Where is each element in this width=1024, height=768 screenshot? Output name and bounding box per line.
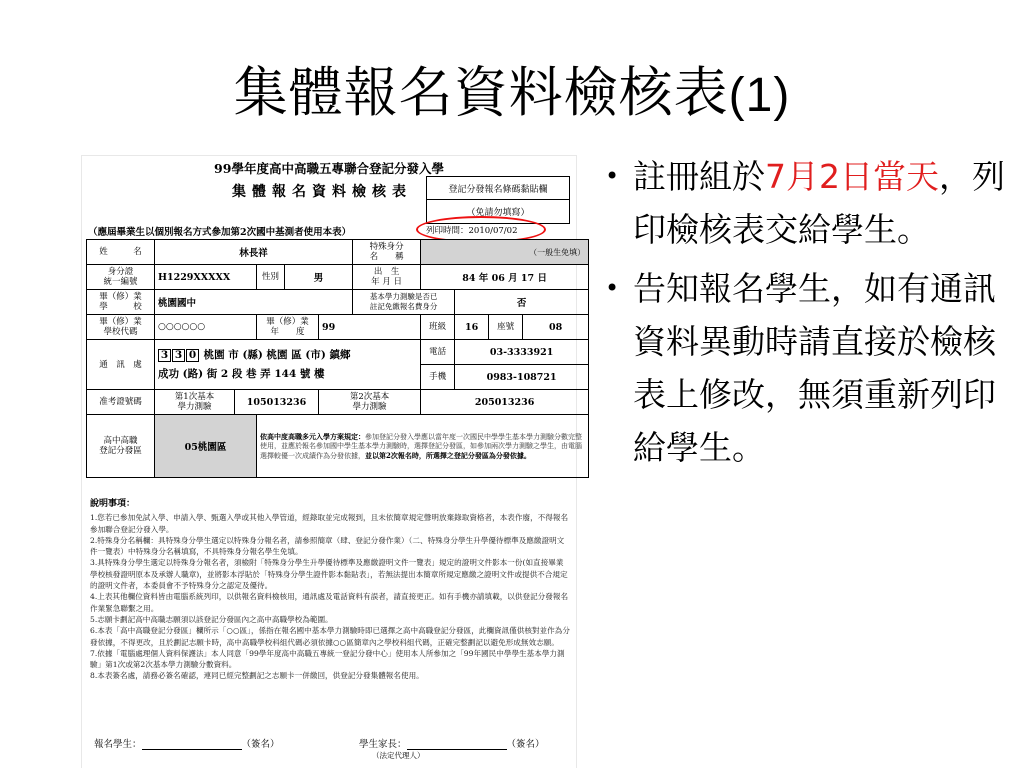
note-item: 1.您若已參加免試入學、申請入學、甄選入學或其他入學管道，經錄取並完成報到，且未依簡章規定聲明放棄錄取資格者，本表作廢，不得報名參加聯合登記分發入學。 bbox=[90, 513, 569, 534]
school-label: 畢（修）業 學 校 bbox=[87, 290, 155, 315]
print-time: 列印時間：2010/07/02 bbox=[426, 226, 518, 236]
district-label: 高中高職 登記分發區 bbox=[87, 415, 155, 478]
note-item: 6.本表「高中高職登記分發區」欄所示「○○區」，係指在報名國中基本學力測驗時即已選擇之高中高職登記分發區，此欄資訊僅供核對並作為分發依據，不得更改，且於劃記志願卡時，高中高職學校科組代碼必須依據○○區簡章內之學校科組代碼，正確完整劃記以避免形成無效志願。 bbox=[90, 626, 570, 647]
district-note-tail: 並以第2次報名時，所選擇之登記分發區為分發依據。 bbox=[365, 450, 531, 460]
mobile-label: 手機 bbox=[421, 365, 455, 390]
parent-sign-stamp: （簽名） bbox=[506, 739, 545, 750]
guardian-note: （法定代理人） bbox=[372, 751, 425, 760]
slide-title-main: 集體報名資料檢核表 bbox=[233, 61, 729, 124]
bullet-item-2 bbox=[605, 262, 1015, 474]
address-value bbox=[155, 340, 421, 390]
district-note bbox=[257, 415, 589, 478]
notes-title: 說明事項： bbox=[90, 499, 136, 509]
special-label: 特殊身分 名 稱 bbox=[353, 240, 421, 265]
student-sign-line bbox=[142, 739, 242, 750]
district-note-lead: 依高中度高職多元入學方案規定： bbox=[260, 431, 365, 441]
year-value: 99 bbox=[319, 315, 421, 340]
special-value: （一般生免填） bbox=[421, 240, 589, 265]
district-note-body: 參加登記分發入學應以當年度一次國民中學學生基本學力測驗分數完整使用，並應於報名參加國中學生基本學力測驗時，選擇登記分發區，如參加兩次學力測驗之學生，由電腦選擇較優一次成績作為分發依據， bbox=[260, 432, 582, 460]
year-label: 畢（修）業 年 度 bbox=[257, 315, 319, 340]
bullet-dot: • bbox=[605, 274, 620, 302]
gender-value: 男 bbox=[285, 265, 353, 290]
student-sign-stamp: （簽名） bbox=[241, 739, 280, 750]
slide-title bbox=[0, 58, 1024, 131]
district-value: 05桃園區 bbox=[155, 415, 257, 478]
class-label: 班級 bbox=[421, 315, 455, 340]
sticker-divider bbox=[427, 199, 569, 200]
student-signature bbox=[94, 736, 280, 750]
gender-label: 性別 bbox=[257, 265, 285, 290]
note-item: 3.具特殊身分學生選定以特殊身分報名者，須檢附「特殊身分學生升學優待標準及應繳證明文件一覽表」規定的證明文件影本一份(如直接畢業學校核發證明原本及承辦人職章)，並將影本浮貼於「特殊身分學生證件影本黏貼表」，若無法提出本簡章所規定應繳之證明文件或提供不合規定的證明文件者，本委員會不予特殊身分之認定及優待。 bbox=[90, 558, 568, 591]
bullet-2-text: 告知報名學生，如有通訊資料異動時請直接於檢核表上修改，無須重新列印給學生。 bbox=[633, 269, 996, 467]
checklist-form-image bbox=[82, 156, 586, 768]
bullet-1-text: 註冊組於 bbox=[633, 157, 765, 196]
school-value: 桃園國中 bbox=[155, 290, 353, 315]
bullet-dot: • bbox=[605, 162, 620, 190]
row-ticket bbox=[87, 390, 589, 415]
fee-value: 否 bbox=[455, 290, 589, 315]
mobile-value: 0983-108721 bbox=[455, 365, 589, 390]
class-value: 16 bbox=[455, 315, 489, 340]
parent-sign-label: 學生家長： bbox=[359, 739, 407, 750]
id-value: H1229XXXXX bbox=[155, 265, 257, 290]
slide-title-paren: (1) bbox=[728, 69, 791, 122]
phone-value: 03-3333921 bbox=[455, 340, 589, 365]
note-item: 8.本表簽名處，請務必簽名確認，連同已經完整劃記之志願卡一併繳回，供登記分發集體報名使用。 bbox=[90, 671, 424, 681]
code-value: ○○○○○○ bbox=[155, 315, 257, 340]
bullet-1-highlight: 7月2日當天 bbox=[765, 157, 939, 196]
phone-label: 電話 bbox=[421, 340, 455, 365]
test2-value: 205013236 bbox=[421, 390, 589, 415]
test2-label: 第2次基本 學力測驗 bbox=[319, 390, 421, 415]
bullet-list bbox=[605, 150, 1015, 480]
zip-digit-2: 3 bbox=[172, 349, 185, 362]
zip-digit-3: 0 bbox=[186, 349, 199, 362]
form-subheader: （應屆畢業生以個別報名方式參加第2次國中基測者使用本表） bbox=[88, 227, 352, 238]
row-code bbox=[87, 315, 589, 340]
birth-label: 出 生 年 月 日 bbox=[353, 265, 421, 290]
parent-signature bbox=[359, 736, 545, 750]
form-header-title: 集體報名資料檢核表 bbox=[232, 184, 412, 200]
form-header-main: 99學年度高中高職五專聯合登記分發入學 bbox=[214, 161, 444, 176]
parent-sign-line bbox=[407, 739, 507, 750]
sticker-label: 登記分發報名條碼黏貼欄 bbox=[448, 185, 548, 195]
fee-label: 基本學力測驗是否已 註記免繳報名費身分 bbox=[353, 290, 455, 315]
address-line-2: 成功 (路) 街 2 段 巷 弄 144 號 樓 bbox=[158, 367, 325, 380]
sticker-note: （免請勿填寫） bbox=[466, 208, 530, 218]
note-item: 7.依據「電腦處理個人資料保護法」本人同意「99學年度高中高職五專統一登記分發中心」使用本人所參加之「99年國民中學學生基本學力測驗」第1次或第2次基本學力測驗分數資料。 bbox=[90, 648, 565, 670]
zip-digit-1: 3 bbox=[158, 349, 171, 362]
row-name bbox=[87, 240, 589, 265]
row-address bbox=[87, 340, 589, 365]
form-notes bbox=[90, 499, 570, 682]
row-id bbox=[87, 265, 589, 290]
code-label: 畢（修）業 學校代碼 bbox=[87, 315, 155, 340]
bullet-item-1 bbox=[605, 150, 1015, 256]
form-data-table bbox=[86, 239, 589, 478]
birth-value: 84 年 06 月 17 日 bbox=[421, 265, 589, 290]
ticket-label: 准考證號碼 bbox=[87, 390, 155, 415]
row-district bbox=[87, 415, 589, 478]
id-label: 身分證 統一編號 bbox=[87, 265, 155, 290]
seat-label: 座號 bbox=[489, 315, 523, 340]
bullet-1-tail: ，列印檢核表交給學生。 bbox=[633, 157, 1005, 249]
test1-value: 105013236 bbox=[235, 390, 319, 415]
name-label: 姓 名 bbox=[87, 240, 155, 265]
row-school bbox=[87, 290, 589, 315]
seat-value: 08 bbox=[523, 315, 589, 340]
note-item: 2.特殊身分名稱欄：具特殊身分學生選定以特殊身分報名者，請參照簡章（肆、登記分發作業）（二、特殊身分學生升學優待標準及應繳證明文件一覽表）中特殊身分名稱填寫，不具特殊身分報名學生免填。 bbox=[90, 535, 565, 557]
name-value: 林長祥 bbox=[155, 240, 353, 265]
student-sign-label: 報名學生： bbox=[94, 739, 142, 750]
note-item: 4.上表其他欄位資料皆由電腦系統列印，以供報名資料檢核用，通訊處及電話資料有誤者，請直接更正。如有手機亦請填載，以供登記分發報名作業緊急聯繫之用。 bbox=[90, 592, 569, 613]
address-label: 通 訊 處 bbox=[87, 340, 155, 390]
test1-label: 第1次基本 學力測驗 bbox=[155, 390, 235, 415]
address-line-1: 桃園 市 (縣) 桃園 區 (市) 鎮鄉 bbox=[203, 348, 351, 361]
note-item: 5.志願卡劃記高中高職志願須以該登記分發區內之高中高職學校為範圍。 bbox=[90, 614, 333, 624]
